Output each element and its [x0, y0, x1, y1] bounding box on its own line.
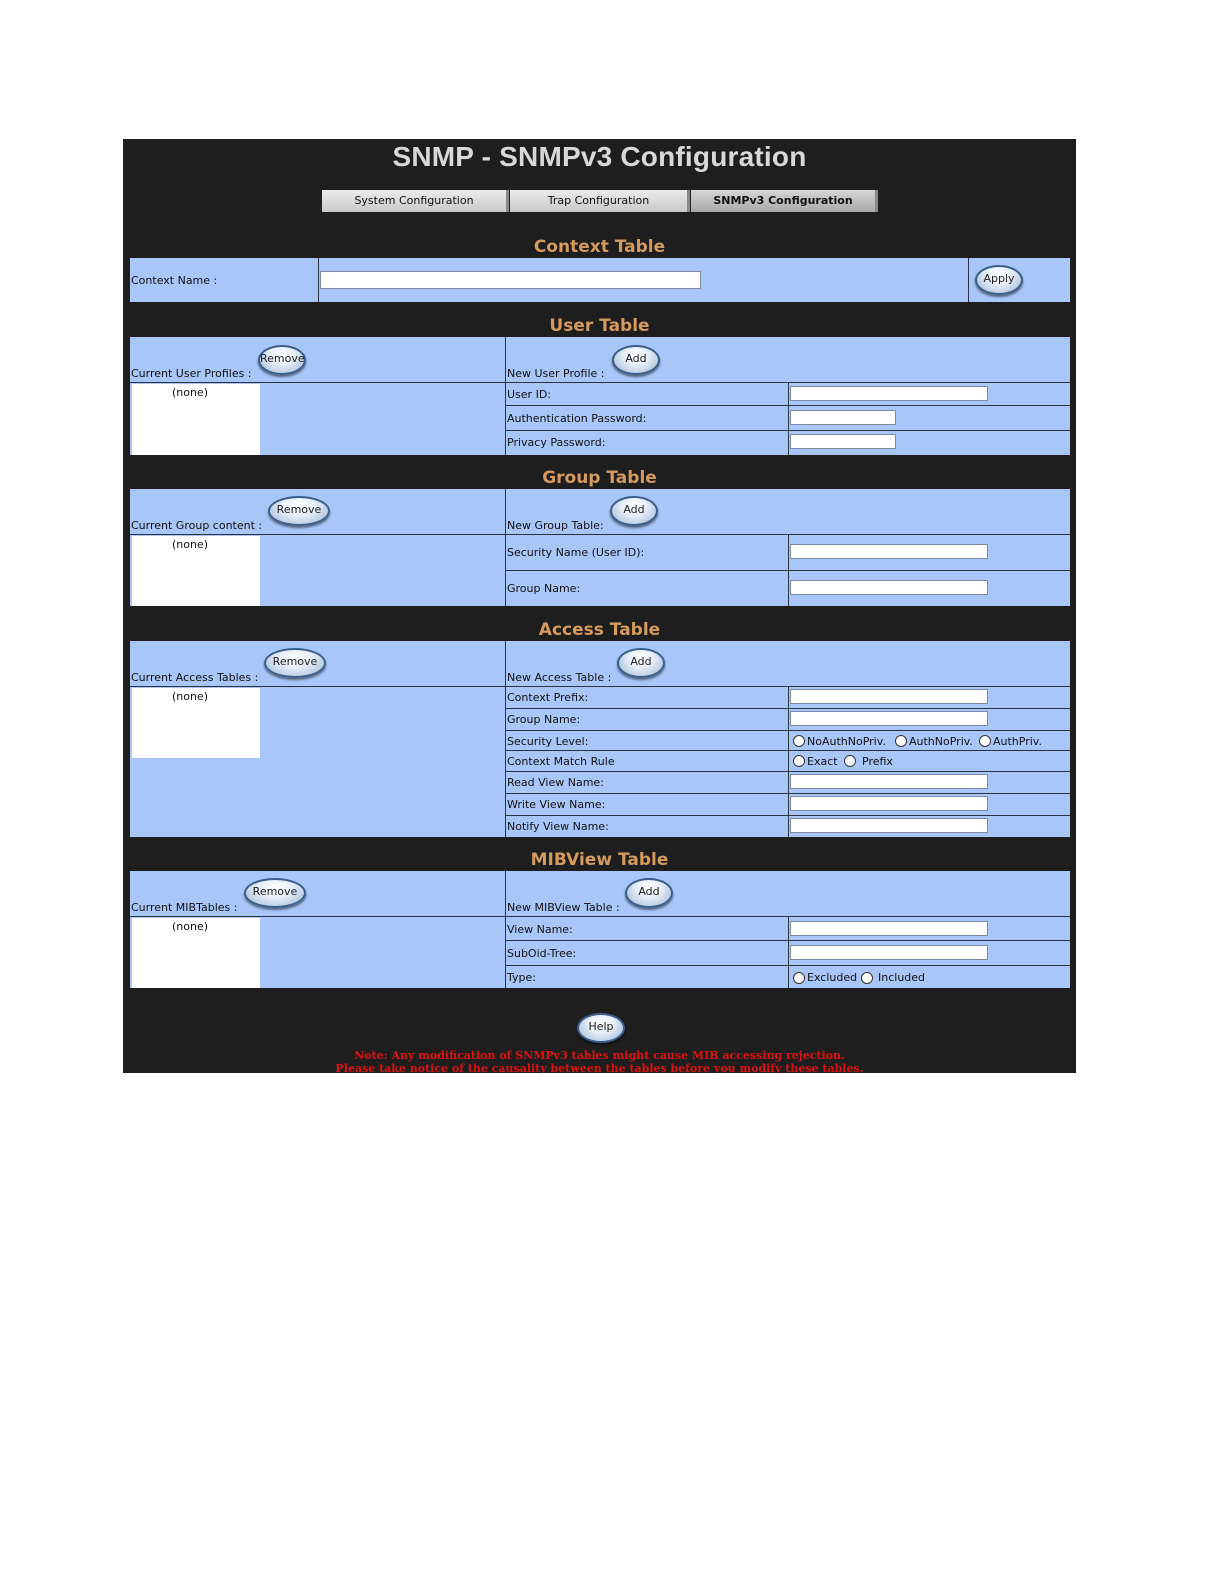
write-view-name-input[interactable]	[790, 796, 988, 811]
user-table	[130, 337, 1070, 455]
access-group-name-label: Group Name:	[507, 713, 581, 726]
divider	[788, 382, 789, 455]
divider	[505, 337, 506, 455]
divider	[130, 534, 1070, 535]
type-option: Excluded	[807, 971, 858, 984]
tab-trap-configuration[interactable]: Trap Configuration	[510, 190, 690, 212]
security-level-option: AuthPriv.	[993, 735, 1042, 748]
list-item[interactable]: (none)	[172, 386, 209, 399]
type-option: Included	[878, 971, 926, 984]
user-id-input[interactable]	[790, 386, 988, 401]
divider	[788, 916, 789, 988]
access-tables-list[interactable]	[132, 688, 260, 758]
list-item[interactable]: (none)	[172, 920, 209, 933]
security-level-option: AuthNoPriv.	[909, 735, 973, 748]
type-excluded-radio[interactable]	[793, 972, 805, 984]
current-group-content-label: Current Group content :	[131, 519, 263, 532]
access-group-name-input[interactable]	[790, 711, 988, 726]
auth-password-input[interactable]	[790, 410, 896, 425]
help-button[interactable]: Help	[577, 1013, 625, 1043]
mibview-table-heading: MIBView Table	[530, 850, 669, 870]
notify-view-name-label: Notify View Name:	[507, 820, 609, 833]
context-prefix-label: Context Prefix:	[507, 691, 589, 704]
group-content-list[interactable]	[132, 536, 260, 606]
context-prefix-input[interactable]	[790, 689, 988, 704]
remove-access-button[interactable]: Remove	[264, 648, 326, 678]
notify-view-name-input[interactable]	[790, 818, 988, 833]
divider	[505, 940, 1070, 941]
add-user-button[interactable]: Add	[612, 345, 660, 375]
current-user-profiles-label: Current User Profiles :	[131, 367, 252, 380]
context-name-label: Context Name :	[131, 274, 218, 287]
divider	[505, 793, 1070, 794]
remove-mibview-button[interactable]: Remove	[244, 878, 306, 908]
type-label: Type:	[507, 971, 536, 984]
match-option: Exact	[807, 755, 838, 768]
snmpv3-panel	[123, 139, 1076, 1073]
divider	[505, 871, 506, 988]
write-view-name-label: Write View Name:	[507, 798, 606, 811]
remove-user-button[interactable]: Remove	[258, 345, 306, 375]
current-access-tables-label: Current Access Tables :	[131, 671, 259, 684]
tab-system-configuration[interactable]: System Configuration	[322, 190, 509, 212]
user-table-heading: User Table	[549, 316, 650, 336]
mibtables-list[interactable]	[132, 918, 260, 988]
divider	[505, 641, 506, 837]
security-level-authnopriv-radio[interactable]	[895, 735, 907, 747]
group-table	[130, 489, 1070, 606]
add-group-button[interactable]: Add	[610, 496, 658, 526]
read-view-name-input[interactable]	[790, 774, 988, 789]
divider	[505, 750, 1070, 751]
security-name-input[interactable]	[790, 544, 988, 559]
new-mibview-table-label: New MIBView Table :	[507, 901, 620, 914]
group-table-heading: Group Table	[542, 468, 657, 488]
type-included-radio[interactable]	[861, 972, 873, 984]
security-level-option: NoAuthNoPriv.	[807, 735, 886, 748]
divider	[130, 916, 1070, 917]
list-item[interactable]: (none)	[172, 690, 209, 703]
divider	[318, 258, 319, 302]
match-exact-radio[interactable]	[793, 755, 805, 767]
group-name-label: Group Name:	[507, 582, 581, 595]
note-line-1: Note: Any modification of SNMPv3 tables might cause MIB accessing rejection.	[354, 1049, 845, 1062]
divider	[968, 258, 969, 302]
security-level-authpriv-radio[interactable]	[979, 735, 991, 747]
access-table	[130, 641, 1070, 837]
divider	[505, 489, 506, 606]
divider	[505, 771, 1070, 772]
context-table	[130, 258, 1070, 302]
match-option: Prefix	[862, 755, 893, 768]
security-level-label: Security Level:	[507, 735, 589, 748]
new-access-table-label: New Access Table :	[507, 671, 612, 684]
match-prefix-radio[interactable]	[844, 755, 856, 767]
page-title: SNMP - SNMPv3 Configuration	[392, 141, 807, 172]
divider	[130, 686, 1070, 687]
suboid-tree-label: SubOid-Tree:	[507, 947, 577, 960]
context-name-input[interactable]	[320, 271, 701, 289]
apply-button[interactable]: Apply	[975, 265, 1023, 295]
security-level-noauthnopriv-radio[interactable]	[793, 735, 805, 747]
divider	[505, 405, 1070, 406]
current-mibtables-label: Current MIBTables :	[131, 901, 238, 914]
access-table-heading: Access Table	[538, 620, 661, 640]
context-table-heading: Context Table	[533, 237, 666, 257]
add-access-button[interactable]: Add	[617, 648, 665, 678]
divider	[505, 815, 1070, 816]
new-user-profile-label: New User Profile :	[507, 367, 605, 380]
divider	[505, 430, 1070, 431]
divider	[505, 730, 1070, 731]
add-mibview-button[interactable]: Add	[625, 878, 673, 908]
new-group-table-label: New Group Table:	[507, 519, 604, 532]
divider	[505, 708, 1070, 709]
read-view-name-label: Read View Name:	[507, 776, 604, 789]
remove-group-button[interactable]: Remove	[268, 496, 330, 526]
security-name-label: Security Name (User ID):	[507, 546, 645, 559]
context-match-rule-label: Context Match Rule	[507, 755, 615, 768]
view-name-label: View Name:	[507, 923, 573, 936]
divider	[505, 965, 1070, 966]
privacy-password-input[interactable]	[790, 434, 896, 449]
tab-snmpv3-configuration[interactable]: SNMPv3 Configuration	[691, 190, 878, 212]
user-profiles-list[interactable]	[132, 384, 260, 455]
mibview-table	[130, 871, 1070, 988]
auth-password-label: Authentication Password:	[507, 412, 647, 425]
suboid-tree-input[interactable]	[790, 945, 988, 960]
privacy-password-label: Privacy Password:	[507, 436, 606, 449]
note-line-2: Please take notice of the causality between the tables before you modify these tables.	[335, 1062, 864, 1073]
view-name-input[interactable]	[790, 921, 988, 936]
list-item[interactable]: (none)	[172, 538, 209, 551]
divider	[505, 570, 1070, 571]
divider	[130, 382, 1070, 383]
user-id-label: User ID:	[507, 388, 551, 401]
group-name-input[interactable]	[790, 580, 988, 595]
